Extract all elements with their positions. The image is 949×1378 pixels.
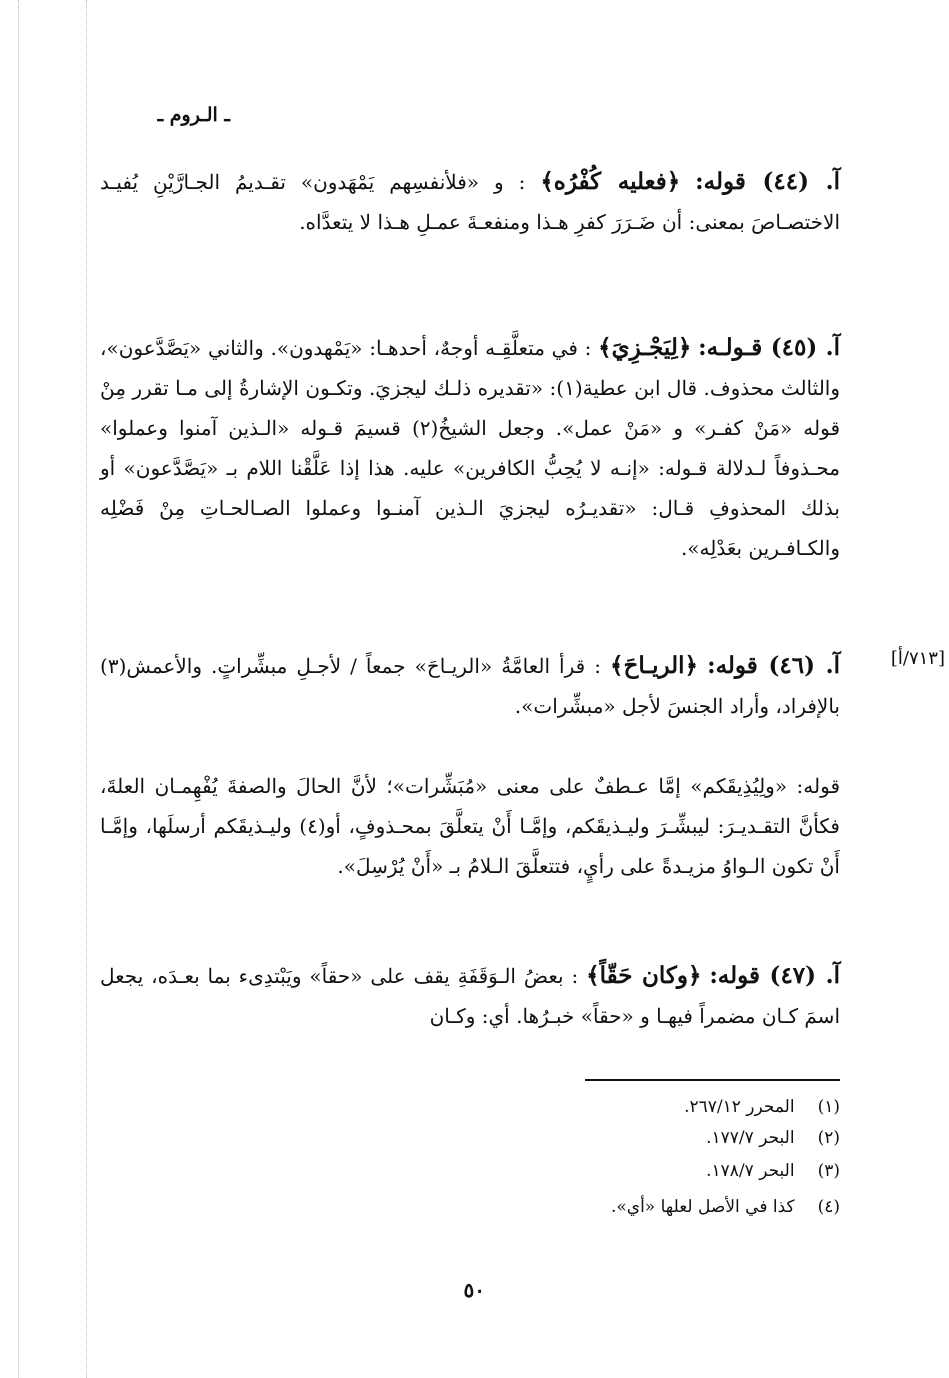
verse-number: آ. (٤٥) قـولـه: bbox=[698, 334, 841, 361]
verse-number: آ. (٤٦) قوله: bbox=[707, 652, 841, 679]
scan-edge-line bbox=[86, 0, 87, 1378]
paragraph-verse-47 bbox=[100, 956, 840, 1036]
footnote-number: (٢) bbox=[817, 1128, 840, 1148]
manuscript-folio-ref: [٧١٣/أ] bbox=[890, 648, 945, 669]
paragraph-verse-46-cont bbox=[100, 766, 840, 886]
running-header: ـ الـروم ـ bbox=[157, 104, 230, 126]
paragraph-verse-45 bbox=[100, 328, 840, 568]
footnote-text: البحر ١٧٨/٧. bbox=[706, 1161, 795, 1181]
footnote-divider bbox=[585, 1079, 840, 1081]
verse-quote: ﴿الريـاحَ﴾ bbox=[610, 652, 699, 679]
footnote-number: (٣) bbox=[817, 1161, 840, 1181]
verse-quote: ﴿لِيَجْـزِيَ﴾ bbox=[598, 334, 692, 361]
paragraph-text: : في متعلَّقِـه أوجهٌ، أحدهـا: «يَمْهدون». والثاني «يَصَّدَّعون»، والثالث محذوف. قال ابن عطية(١): «تقديره ذلـك ليجزيَ. وتكـون الإشارةُ إلى مـا تقرر مِنْ قوله «مَنْ كفـر» و «مَنْ عمل». وجعل الشيخُ(٢) قسيمَ قـوله «الـذين آمنوا وعملوا» محـذوفاً لـدلالة قـوله: «إنـه لا يُحِبُّ الكافرين» عليه. هذا إذا عَلَّقْنا اللام بـ «يَصَّدَّعون» أو بذلك المحذوفِ قـال: «تقديـرُه ليجزيَ الـذين آمنـوا وعملوا الصـالحـاتِ مِنْ فَضْلِه والكـافـرين بعَدْلِه». bbox=[100, 336, 840, 560]
paragraph-verse-44 bbox=[100, 162, 840, 242]
footnote-text: البحر ١٧٧/٧. bbox=[706, 1128, 795, 1148]
verse-number: آ. (٤٤) قوله: bbox=[695, 168, 840, 195]
paragraph-text: قوله: «ولِيُذِيقَكم» إمَّا عـطفٌ على معنى «مُبَشِّرات»؛ لأنَّ الحالَ والصفةَ يُفْهِمـان العلةَ، فكأنَّ التقـديـرَ: ليبشِّـرَ وليـذيقَكم، وإمَّـا أَنْ يتعلَّقَ بمحـذوفٍ، أو(٤) وليـذيقَكم أرسلَها، وإمَّـا أَنْ تكون الـواوُ مزيـدةً على رأيٍ، فتتعلَّقَ الـلامُ بـ «أَنْ يُرْسِلَ». bbox=[100, 774, 840, 878]
verse-quote: ﴿فعليه كُفْرُه﴾ bbox=[540, 168, 681, 195]
footnote-text: كذا في الأصل لعلها «أي». bbox=[610, 1197, 795, 1217]
paragraph-text: : بعضُ الـوَقَفَةِ يقف على «حقاً» ويَبْتدِىء بما بعـدَه، يجعل اسمَ كـان مضمراً فيهـا و «حقاً» خبـرُها. أي: وكـان bbox=[100, 964, 840, 1028]
paragraph-text: : و «فلأنفسِهم يَمْهَدون» تقـديمُ الجـارَّيْنِ يُفيـد الاختصـاصَ بمعنى: أن ضَـرَرَ كفرِ هـذا ومنفعـةَ عمـلِ هـذا لا يتعدَّاه. bbox=[100, 170, 840, 234]
paragraph-verse-46 bbox=[100, 646, 840, 726]
footnote-number: (٤) bbox=[817, 1197, 840, 1217]
scan-edge-line bbox=[18, 0, 19, 1378]
footnote-text: المحرر ٢٦٧/١٢. bbox=[684, 1097, 795, 1117]
page-number: ٥٠ bbox=[463, 1278, 485, 1302]
footnote bbox=[706, 1125, 840, 1151]
footnote bbox=[706, 1158, 840, 1184]
footnote bbox=[684, 1094, 840, 1120]
footnote bbox=[611, 1194, 840, 1220]
paragraph-text: : قرأ العامَّةُ «الريـاحَ» جمعاً / لأجـلِ مبشِّراتٍ. والأعمش(٣) بالإفراد، وأراد الجنسَ لأجل «مبشِّرات». bbox=[100, 654, 840, 718]
verse-number: آ. (٤٧) قوله: bbox=[709, 962, 840, 989]
footnote-number: (١) bbox=[817, 1097, 840, 1117]
document-page bbox=[100, 0, 945, 1378]
verse-quote: ﴿وكان حَقّاً﴾ bbox=[586, 962, 702, 989]
